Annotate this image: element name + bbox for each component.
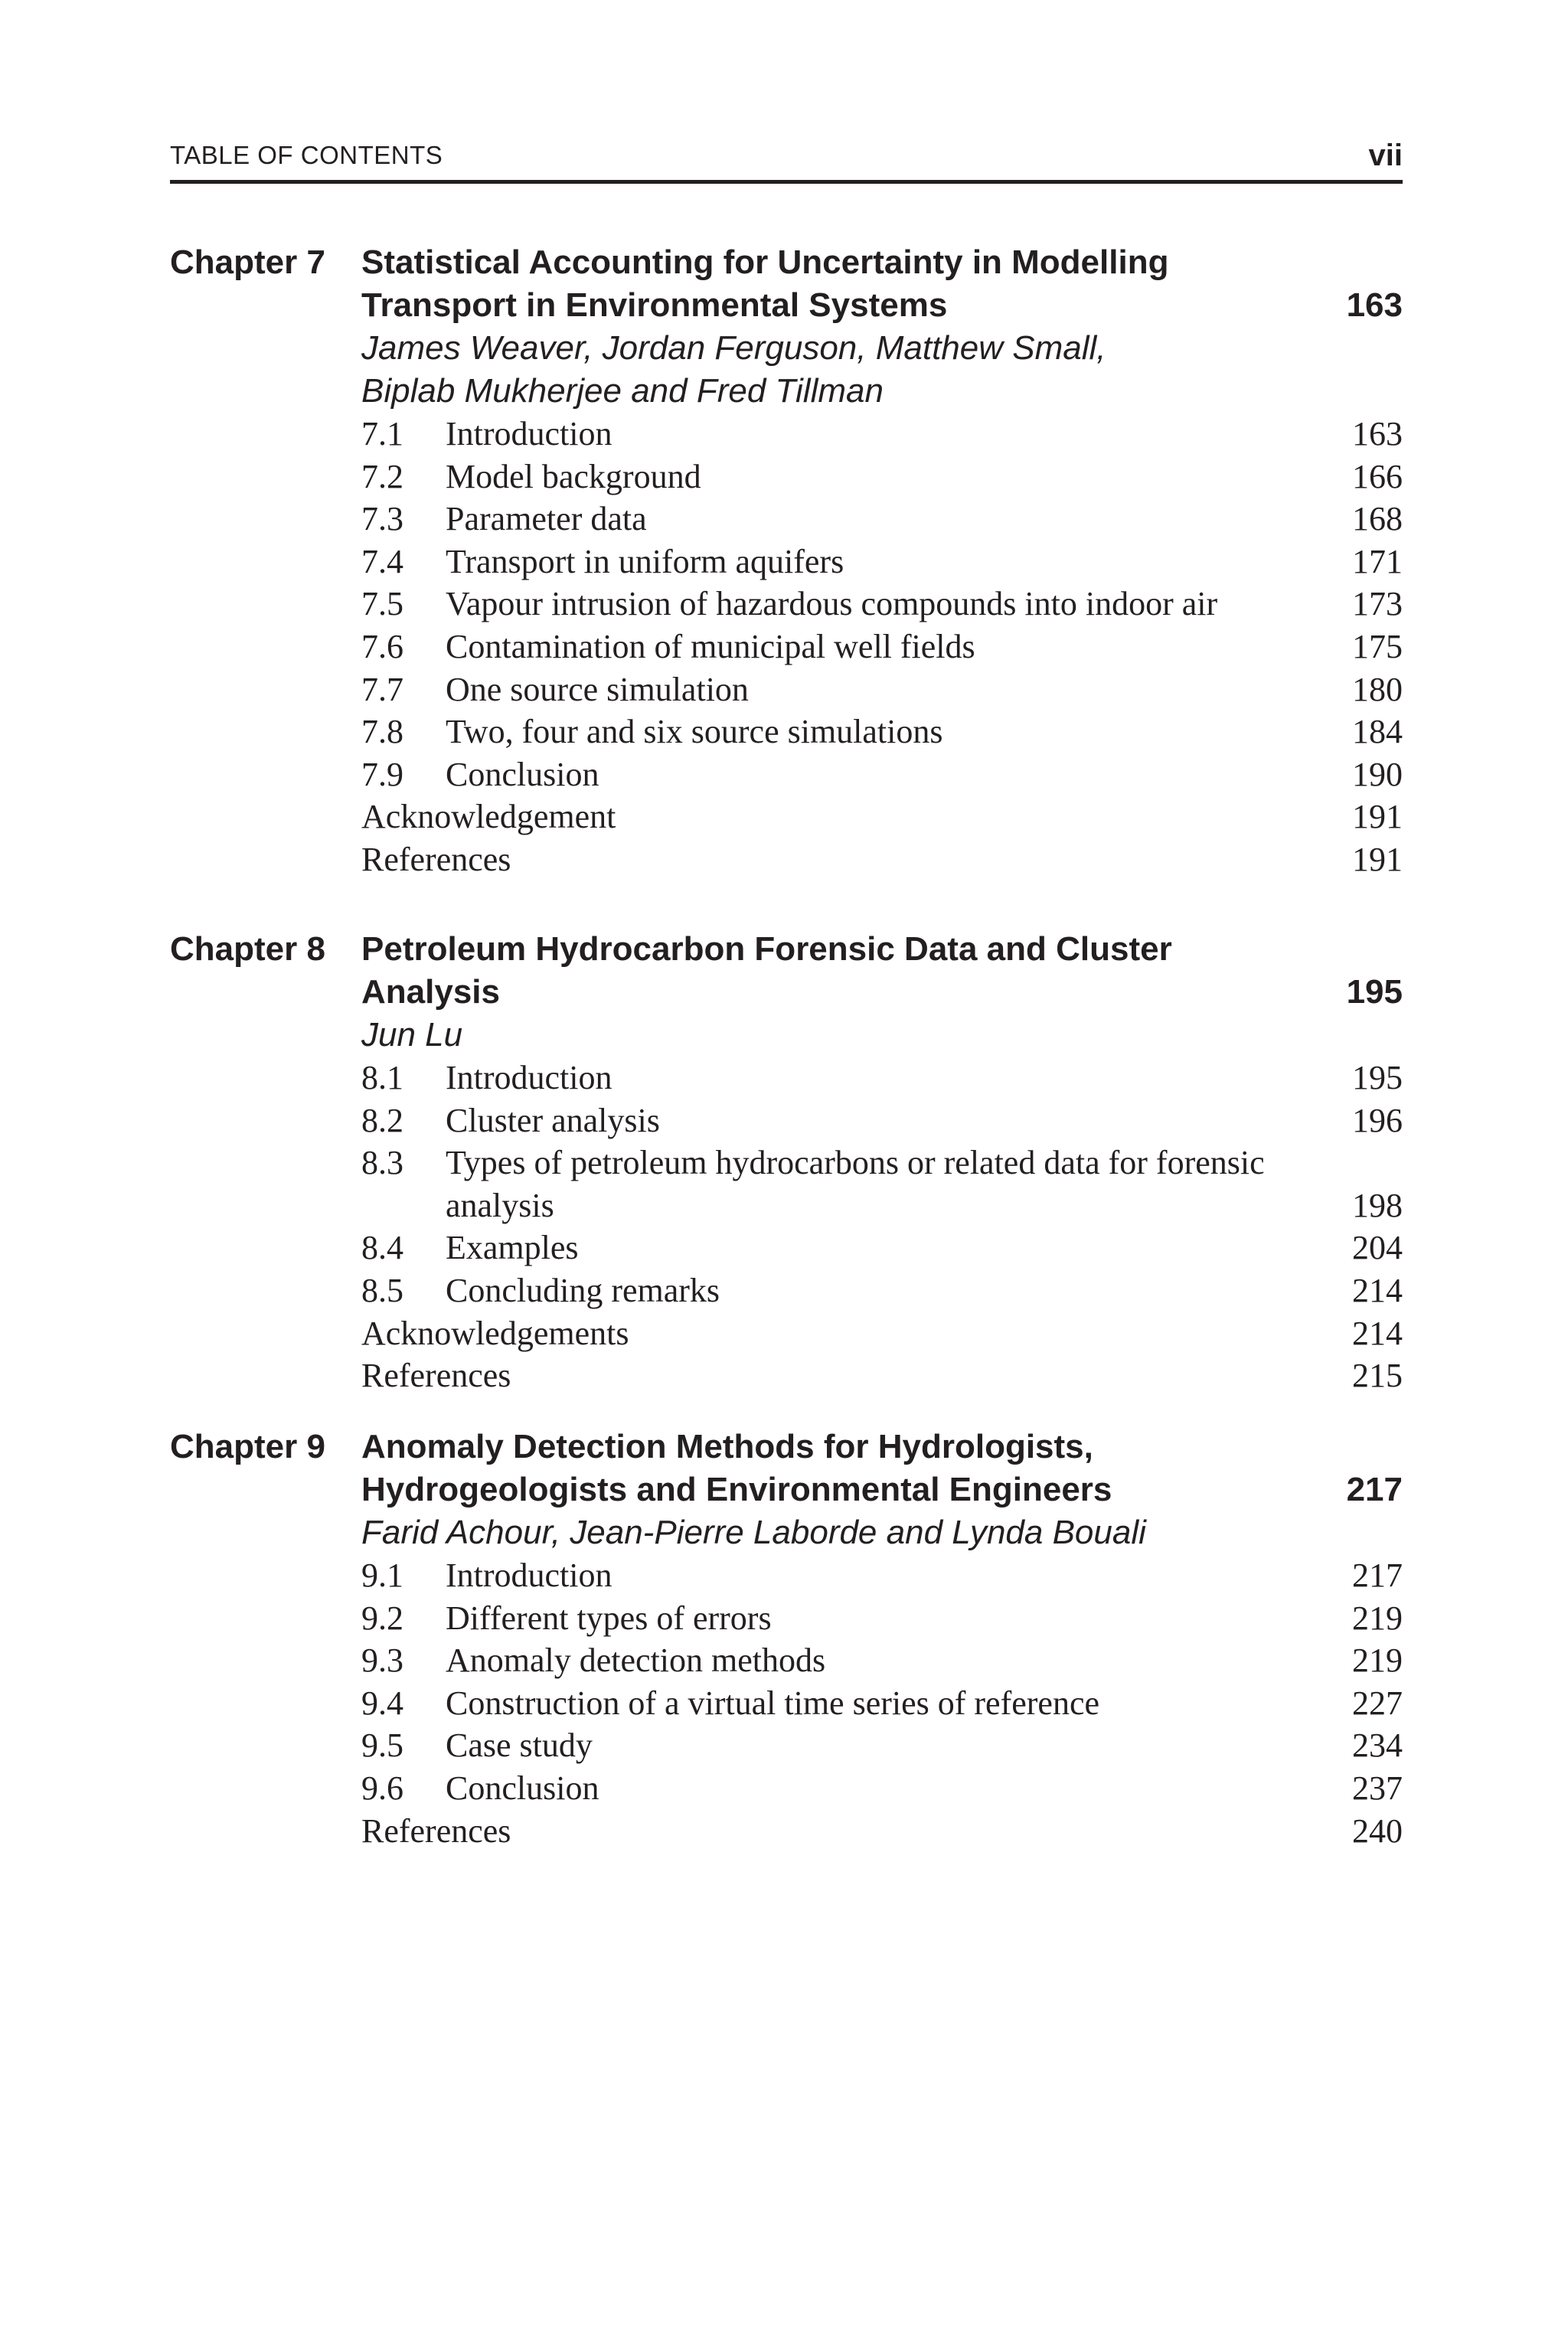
entry-title: Acknowledgements [361, 1314, 629, 1352]
toc-entry-acknowledgements[interactable] [361, 1312, 1403, 1355]
section-number: 9.5 [361, 1726, 403, 1765]
section-title: Introduction [446, 1557, 612, 1594]
section-number: 7.7 [361, 670, 403, 708]
toc-entry[interactable] [361, 1724, 1403, 1767]
section-number: 7.8 [361, 713, 403, 751]
section-page: 227 [1352, 1684, 1403, 1722]
chapter-title-line: Hydrogeologists and Environmental Engineers [361, 1471, 1112, 1508]
entry-page: 191 [1352, 840, 1403, 878]
chapter-title-line: Petroleum Hydrocarbon Forensic Data and Cluster [361, 930, 1172, 968]
section-title: Concluding remarks [446, 1271, 720, 1309]
chapter-title-line: Transport in Environmental Systems [361, 286, 948, 324]
section-page: 234 [1352, 1726, 1403, 1765]
chapter-title-line: Statistical Accounting for Uncertainty in Modelling [361, 243, 1169, 281]
section-number: 8.4 [361, 1229, 403, 1267]
section-number: 8.5 [361, 1271, 403, 1309]
section-page: 168 [1352, 500, 1403, 538]
toc-entry[interactable] [361, 668, 1403, 711]
section-page: 175 [1352, 627, 1403, 665]
section-number: 9.2 [361, 1599, 403, 1637]
header-rule [170, 180, 1403, 184]
chapter-authors [361, 327, 1403, 413]
toc-entry[interactable] [361, 1639, 1403, 1682]
section-page: 237 [1352, 1769, 1403, 1807]
toc-entry[interactable] [361, 626, 1403, 668]
toc-entry[interactable] [361, 1554, 1403, 1597]
entry-title: References [361, 1811, 511, 1850]
section-title: Types of petroleum hydrocarbons or related data for forensic [446, 1144, 1265, 1182]
section-page: 214 [1352, 1271, 1403, 1309]
author-line: Jun Lu [361, 1016, 463, 1054]
author-line: James Weaver, Jordan Ferguson, Matthew Small, [361, 329, 1106, 367]
section-number: 9.6 [361, 1769, 403, 1807]
section-title: Conclusion [446, 755, 599, 793]
chapter-label: Chapter 8 [170, 930, 325, 968]
toc-entry[interactable] [361, 1057, 1403, 1099]
toc-entry[interactable] [361, 583, 1403, 626]
header-page-number: vii [1368, 139, 1403, 172]
section-title: Introduction [446, 415, 612, 452]
section-page: 204 [1352, 1229, 1403, 1267]
section-page: 171 [1352, 542, 1403, 580]
section-title: Anomaly detection methods [446, 1642, 826, 1680]
header-title: TABLE OF CONTENTS [170, 141, 443, 169]
toc-entry[interactable] [361, 1269, 1403, 1312]
section-title: Model background [446, 457, 701, 495]
toc-entry[interactable] [361, 1142, 1403, 1227]
entry-page: 215 [1352, 1357, 1403, 1395]
section-page: 180 [1352, 670, 1403, 708]
section-title: Two, four and six source simulations [446, 713, 943, 751]
toc-entry[interactable] [361, 456, 1403, 498]
section-number: 7.1 [361, 415, 403, 452]
section-number: 7.6 [361, 627, 403, 665]
chapter-page-number: 217 [1346, 1471, 1403, 1508]
section-page: 195 [1352, 1059, 1403, 1096]
entry-page: 191 [1352, 798, 1403, 836]
toc-entry[interactable] [361, 1682, 1403, 1725]
entry-page: 240 [1352, 1811, 1403, 1850]
toc-entry[interactable] [361, 498, 1403, 541]
toc-entry[interactable] [361, 1767, 1403, 1810]
section-title: Vapour intrusion of hazardous compounds into indoor air [446, 585, 1218, 623]
section-number: 7.9 [361, 755, 403, 793]
section-page: 217 [1352, 1557, 1403, 1594]
chapter-label: Chapter 7 [170, 243, 325, 281]
section-page: 219 [1352, 1642, 1403, 1680]
entry-title: Acknowledgement [361, 798, 616, 836]
section-number: 7.3 [361, 500, 403, 538]
chapter-title[interactable] [361, 241, 1403, 327]
author-line: Biplab Mukherjee and Fred Tillman [361, 372, 884, 410]
section-title: Cluster analysis [446, 1101, 660, 1139]
section-number: 7.5 [361, 585, 403, 623]
chapter-label: Chapter 9 [170, 1428, 325, 1465]
toc-entry[interactable] [361, 1227, 1403, 1269]
section-number: 9.1 [361, 1557, 403, 1594]
toc-entry[interactable] [361, 413, 1403, 456]
toc-entry[interactable] [361, 541, 1403, 583]
toc-entry-acknowledgement[interactable] [361, 795, 1403, 838]
section-title: Transport in uniform aquifers [446, 542, 844, 580]
section-title: Parameter data [446, 500, 647, 538]
entry-title: References [361, 1357, 511, 1395]
author-line: Farid Achour, Jean-Pierre Laborde and Lynda Bouali [361, 1514, 1146, 1551]
section-number: 8.2 [361, 1101, 403, 1139]
section-number: 7.2 [361, 457, 403, 495]
section-title: Contamination of municipal well fields [446, 627, 975, 665]
chapter-title-line: Analysis [361, 973, 500, 1011]
section-title: Construction of a virtual time series of reference [446, 1684, 1100, 1722]
entry-title: References [361, 840, 511, 878]
chapter-authors [361, 1511, 1403, 1554]
section-number: 8.3 [361, 1144, 403, 1182]
section-number: 7.4 [361, 542, 403, 580]
chapter-page-number: 163 [1346, 286, 1403, 324]
chapter-title[interactable] [361, 1426, 1403, 1511]
section-title-continued: analysis [446, 1186, 554, 1224]
section-page: 166 [1352, 457, 1403, 495]
section-number: 9.3 [361, 1642, 403, 1680]
section-title: Case study [446, 1726, 593, 1765]
section-number: 8.1 [361, 1059, 403, 1096]
toc-entry[interactable] [361, 1099, 1403, 1142]
section-title: Introduction [446, 1059, 612, 1096]
section-title: Examples [446, 1229, 579, 1267]
toc-entry[interactable] [361, 710, 1403, 753]
section-page: 190 [1352, 755, 1403, 793]
section-page: 196 [1352, 1101, 1403, 1139]
toc-entry-references[interactable] [361, 1810, 1403, 1853]
section-title: Different types of errors [446, 1599, 772, 1637]
chapter-page-number: 195 [1346, 973, 1403, 1011]
section-number: 9.4 [361, 1684, 403, 1722]
chapter-title[interactable] [361, 928, 1403, 1014]
section-page: 173 [1352, 585, 1403, 623]
toc-entry[interactable] [361, 1597, 1403, 1640]
chapter-title-line: Anomaly Detection Methods for Hydrologists, [361, 1428, 1093, 1465]
entry-page: 214 [1352, 1314, 1403, 1352]
section-title: Conclusion [446, 1769, 599, 1807]
section-page: 219 [1352, 1599, 1403, 1637]
chapter-authors [361, 1014, 1403, 1057]
section-title: One source simulation [446, 670, 749, 708]
running-header [170, 138, 1403, 184]
toc-entry[interactable] [361, 753, 1403, 796]
toc-entry-references[interactable] [361, 838, 1403, 881]
section-page: 184 [1352, 713, 1403, 751]
toc-entry-references[interactable] [361, 1354, 1403, 1397]
section-page: 198 [1352, 1186, 1403, 1224]
section-page: 163 [1352, 415, 1403, 452]
